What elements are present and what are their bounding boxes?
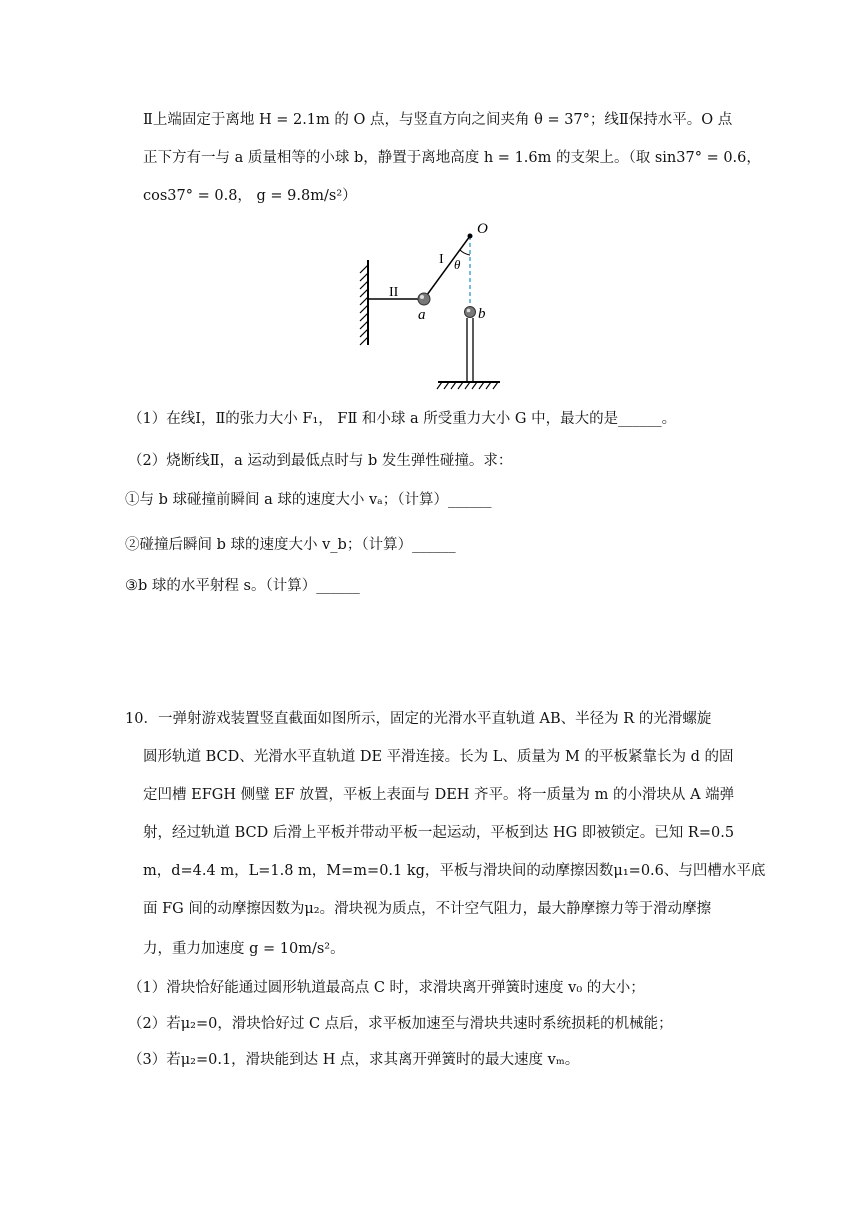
problem9-line-2: 正下方有一与 a 质量相等的小球 b，静置于离地高度 h = 1.6m 的支架上。（取 sin37° = 0.6， xyxy=(143,150,761,166)
ball-a xyxy=(418,293,430,305)
point-O xyxy=(468,234,473,239)
problem10-line-5: m，d=4.4 m，L=1.8 m，M=m=0.1 kg，平板与滑块间的动摩擦因数μ₁=0.6、与凹槽水平底 xyxy=(143,863,766,879)
problem10-line-7: 力，重力加速度 g = 10m/s²。 xyxy=(143,941,345,957)
problem10-question-1: （1）滑块恰好能通过圆形轨道最高点 C 时，求滑块离开弹簧时速度 v₀ 的大小； xyxy=(128,980,645,996)
label-O: O xyxy=(477,221,488,237)
label-I: I xyxy=(439,252,444,267)
angle-arc xyxy=(460,250,470,255)
problem9-line-3: cos37° = 0.8， g = 9.8m/s²） xyxy=(143,188,357,204)
problem10-question-3: （3）若μ₂=0.1，滑块能到达 H 点，求其离开弹簧时的最大速度 vₘ。 xyxy=(128,1052,580,1068)
ball-b-highlight xyxy=(467,309,471,313)
label-b: b xyxy=(478,306,486,322)
wall-hatch xyxy=(360,265,368,345)
string-I xyxy=(424,236,470,299)
ball-b xyxy=(465,307,476,318)
ground-hatch xyxy=(437,382,498,389)
ball-a-highlight xyxy=(420,295,424,299)
problem9-question-2-1: ①与 b 球碰撞前瞬间 a 球的速度大小 vₐ；（计算）______ xyxy=(125,492,492,508)
problem9-question-2-3: ③b 球的水平射程 s。（计算）______ xyxy=(125,578,360,594)
label-theta: θ xyxy=(454,257,461,272)
problem9-question-1: （1）在线Ⅰ，Ⅱ的张力大小 F₁， FⅡ 和小球 a 所受重力大小 G 中，最大的是______。 xyxy=(128,411,677,427)
problem9-line-1: Ⅱ上端固定于离地 H = 2.1m 的 O 点，与竖直方向之间夹角 θ = 37°；线Ⅱ保持水平。O 点 xyxy=(143,112,733,128)
problem9-question-2-2: ②碰撞后瞬间 b 球的速度大小 v_b；（计算）______ xyxy=(125,537,456,553)
label-II: II xyxy=(389,285,399,300)
problem10-line-2: 圆形轨道 BCD、光滑水平直轨道 DE 平滑连接。长为 L、质量为 M 的平板紧靠长为 d 的固 xyxy=(143,749,734,765)
label-a: a xyxy=(418,307,426,323)
problem10-line-4: 射，经过轨道 BCD 后滑上平板并带动平板一起运动，平板到达 HG 即被锁定。已知 R=0.5 xyxy=(143,825,735,841)
problem10-line-6: 面 FG 间的动摩擦因数为μ₂。滑块视为质点，不计空气阻力，最大静摩擦力等于滑动摩擦 xyxy=(143,901,712,917)
problem9-question-2: （2）烧断线Ⅱ，a 运动到最低点时与 b 发生弹性碰撞。求： xyxy=(128,453,513,469)
problem10-line-3: 定凹槽 EFGH 侧璧 EF 放置，平板上表面与 DEH 齐平。将一质量为 m 的小滑块从 A 端弹 xyxy=(143,787,735,803)
problem10-line-1: 10．一弹射游戏装置竖直截面如图所示，固定的光滑水平直轨道 AB、半径为 R 的光滑螺旋 xyxy=(125,711,712,727)
problem10-question-2: （2）若μ₂=0，滑块恰好过 C 点后，求平板加速至与滑块共速时系统损耗的机械能； xyxy=(128,1016,673,1032)
pendulum-figure xyxy=(340,215,520,395)
